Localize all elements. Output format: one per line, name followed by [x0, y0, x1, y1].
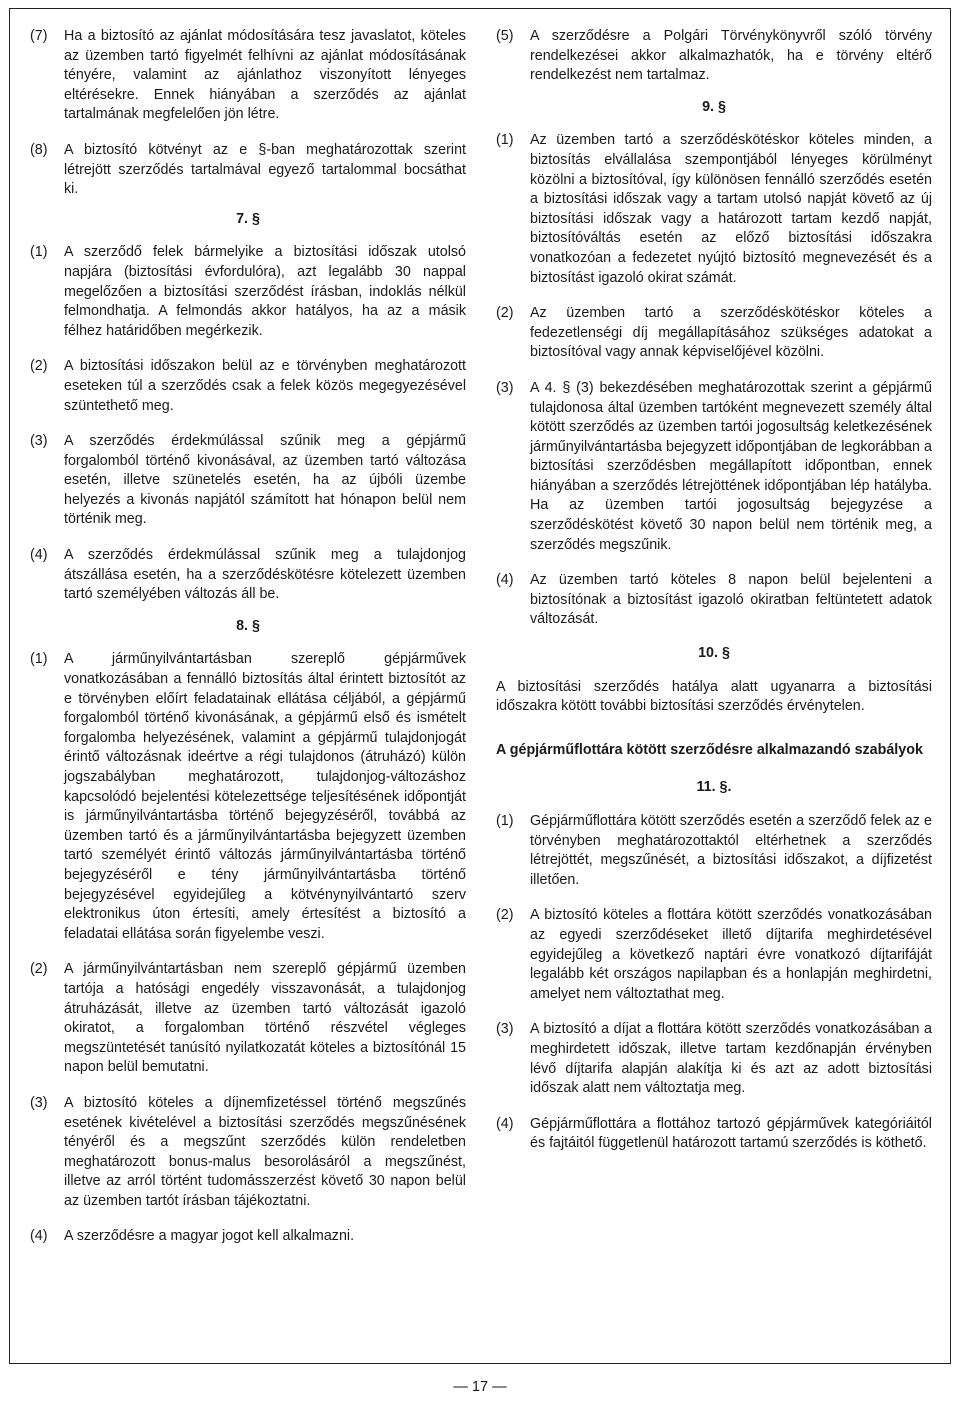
section-11-paragraph-2 — [496, 906, 932, 1004]
paragraph-text: Gépjárműflottára kötött szerződés esetén a szerződő felek az e törvényben meghatározottaktól eltérhetnek a szerződés létrejöttét, megszűnését, a biztosítási időszakot, a díjfizetést illetően. — [530, 813, 932, 888]
section-11-paragraph-1 — [496, 812, 932, 890]
paragraph-number: (3) — [496, 1021, 514, 1038]
paragraph-number: (2) — [30, 961, 48, 978]
section-8-paragraph-4 — [30, 1227, 466, 1247]
paragraph-text: A szerződő felek bármelyike a biztosítási időszak utolsó napjára (biztosítási évfordulóra), azt legalább 30 nappal megelőzően a biztosítási szerződést írásban, indoklás nélkül felmondhatja. A felmondás akkor hatályos, ha az a másik félhez határidőben megérkezik. — [64, 244, 466, 339]
section-heading-10: 10. § — [698, 645, 730, 662]
paragraph-text: A biztosító a díjat a flottára kötött szerződés vonatkozásában a meghirdetett időszak, illetve tartam kezdőnapján érvényben lévő díjtarifa alapján alakítja ki és azt az adott biztosítási időszak alatt nem változtatja meg. — [530, 1021, 932, 1097]
paragraph-number: (7) — [30, 28, 48, 44]
paragraph-text: Az üzemben tartó köteles 8 napon belül bejelenteni a biztosítónak a biztosítást igazoló okiratban feltüntetett adatok változását. — [530, 572, 932, 628]
paragraph-7-7 — [30, 27, 466, 125]
section-10-text: A biztosítási szerződés hatálya alatt ugyanarra a biztosítási időszakra kötött további biztosítási szerződés érvénytelen. — [496, 678, 932, 715]
paragraph-number: (1) — [496, 813, 514, 829]
page-number: — 17 — — [453, 1379, 507, 1395]
paragraph-number: (3) — [30, 1094, 48, 1111]
page-number-value: 17 — [471, 1379, 489, 1395]
section-11-paragraph-3 — [496, 1020, 932, 1098]
paragraph-text: Ha a biztosító az ajánlat módosítására tesz javaslatot, köteles az üzemben tartó figyelmét felhívni az ajánlat módosításának tényére, valamint az ajánlathoz viszonyított lényeges eltérésekre. Ennek hiányában a szerződés az ajánlat tartalmának megfelelően jön létre. — [64, 28, 466, 123]
paragraph-number: (1) — [30, 651, 48, 668]
subheading-fleet-rules: A gépjárműflottára kötött szerződésre alkalmazandó szabályok — [496, 741, 923, 758]
section-9-paragraph-3 — [496, 379, 932, 555]
section-7-paragraph-4 — [30, 546, 466, 605]
paragraph-text: A 4. § (3) bekezdésében meghatározottak szerint a gépjármű tulajdonosa által üzemben tartóként megnevezett személy által kötött szerződés az üzemben tartói jogosultság keletkezésének járműnyilvántartásba bejegyzett időpontjában de legkorábban a biztosítási szerződésben megállapított időpontban, ennek hiányában a szerződés létrejöttének időpontjában lép hatályba. Ha az üzemben tartói jogosultság bejegyzése a szerződéskötést követő 30 napon belül nem történik meg, a szerződés megszűnik. — [530, 379, 932, 553]
section-7-paragraph-1 — [30, 243, 466, 341]
paragraph-7-8 — [30, 141, 466, 200]
section-8-paragraph-2 — [30, 960, 466, 1078]
paragraph-text: Gépjárműflottára a flottához tartozó gépjárművek kategóriáitól és fajtáitól függetlenül határozott tartamú szerződés is köthető. — [530, 1115, 932, 1152]
section-heading-7: 7. § — [236, 210, 260, 227]
left-column — [30, 27, 466, 1263]
paragraph-text: A biztosító köteles a díjnemfizetéssel történő megszűnés esetének kivételével a biztosítási szerződés megszűnésének tényéről és a megszűnt szerződés külön rendeletben meghatározott bonus-malus besorolásáról a megszűnést, illetve az arról történt tudomásszerzést követő 30 napon belül az üzemben tartót írásban tájékoztatni. — [64, 1094, 466, 1209]
paragraph-number: (5) — [496, 28, 514, 44]
section-heading-11: 11. §. — [696, 779, 732, 796]
paragraph-number: (4) — [496, 572, 514, 589]
paragraph-number: (2) — [496, 907, 514, 924]
section-9-paragraph-2 — [496, 304, 932, 363]
paragraph-text: A járműnyilvántartásban szereplő gépjárművek vonatkozásában a fennálló biztosítás által érintett biztosítót az e törvényben előírt feladatainak ellátása céljából, a gépjármű forgalomból történő kivonásának, a gépjármű első és ismételt forgalomba helyezésének, valamint a gépjármű tulajdonjogát érintő változásnak ideértve a régi tulajdonos (átruházó) külön jogszabályban meghatározott, tulajdonjog-változáshoz kapcsolódó bejelentési kötelezettsége teljesítésének időpontját is járműnyilvántartásba történő bejegyzéséről, továbbá az üzemben tartó és a járműnyilvántartásba bejegyzett üzemben tartó személyét érintő változás járműnyilvántartásba történő bejegyzéséről e tény járműnyilvántartásba történő bejegyzésével egyidejűleg a kötvénynyilvántartó szerv elektronikus úton értesíti, amely értesítést a biztosító a feladatai ellátása során figyelembe veszi. — [64, 651, 466, 942]
paragraph-number: (1) — [30, 244, 48, 261]
page-frame — [9, 8, 951, 1364]
section-7-paragraph-2 — [30, 357, 466, 416]
section-9-paragraph-1 — [496, 131, 932, 288]
paragraph-text: A szerződésre a Polgári Törvénykönyvről szóló törvény rendelkezései akkor alkalmazhatók, ha e törvény eltérő rendelkezést nem tartalmaz. — [530, 28, 932, 84]
paragraph-number: (4) — [30, 547, 48, 564]
paragraph-text: A biztosítási időszakon belül az e törvényben meghatározott eseteken túl a szerződés csak a felek közös megegyezésével szüntethető meg. — [64, 358, 466, 414]
section-7-paragraph-3 — [30, 432, 466, 530]
paragraph-number: (2) — [30, 358, 48, 375]
paragraph-text: A szerződés érdekmúlással szűnik meg a gépjármű forgalomból történő kivonásával, az üzemben tartó változása esetén, illetve szünetelés esetén, ha az újbóli üzembe helyezés a kivonás napjától számított hat hónapon belül nem történik meg. — [64, 433, 466, 528]
paragraph-text: A szerződésre a magyar jogot kell alkalmazni. — [64, 1228, 355, 1245]
right-column — [496, 27, 932, 1170]
section-heading-9: 9. § — [702, 98, 726, 115]
section-9-paragraph-4 — [496, 571, 932, 630]
section-11-paragraph-4 — [496, 1115, 932, 1154]
paragraph-text: Az üzemben tartó a szerződéskötéskor köteles minden, a biztosítás elvállalása szempontjából lényeges körülményt közölni a biztosítóval, így különösen fennálló szerződés esetén a biztosítási időszak vagy a tartam utolsó napját követő az új biztosítási időszak vagy a határozott tartam kezdő napját, biztosítóváltás esetén az előző biztosítási időszakra vonatkozóan a fedezetet nyújtó biztosító megnevezését és a biztosítást igazoló okirat számát. — [530, 132, 932, 286]
section-8-paragraph-3 — [30, 1094, 466, 1212]
paragraph-text: A biztosító kötvényt az e §-ban meghatározottak szerint létrejött szerződés tartalmával egyező tartalommal bocsáthat ki. — [64, 141, 466, 198]
paragraph-number: (4) — [496, 1115, 514, 1132]
section-8-paragraph-1 — [30, 650, 466, 944]
paragraph-number: (3) — [496, 379, 514, 396]
paragraph-text: Az üzemben tartó a szerződéskötéskor köteles a fedezetlenségi díj megállapításához szükséges adatokat a biztosítóval vagy annak képviselőjével közölni. — [530, 305, 932, 361]
paragraph-number: (8) — [30, 141, 48, 158]
paragraph-text: A biztosító köteles a flottára kötött szerződés vonatkozásában az egyedi szerződéseket illető díjtarifa meghirdetésével egyidejűleg a következő naptári évre vonatkozó díjtarifáját legalább két országos napilapban és a honlapján meghirdetni, amelyet nem változtathat meg. — [530, 907, 932, 1002]
paragraph-number: (4) — [30, 1228, 48, 1245]
section-heading-8: 8. § — [236, 617, 260, 634]
paragraph-number: (3) — [30, 433, 48, 450]
paragraph-text: A járműnyilvántartásban nem szereplő gépjármű üzemben tartója a hatósági engedély visszavonását, a tulajdonjog átruházását, illetve az üzemben tartó változását igazoló okiratot, a forgalomban történő részvétel végleges megszüntetését tanúsító nyilatkozatát köteles a biztosítónál 15 napon belül bemutatni. — [64, 961, 466, 1076]
section-8-paragraph-5 — [496, 27, 932, 86]
paragraph-text: A szerződés érdekmúlással szűnik meg a tulajdonjog átszállása esetén, ha a szerződéskötésre kötelezett üzemben tartó személyében változás áll be. — [64, 547, 466, 603]
paragraph-number: (1) — [496, 132, 514, 149]
paragraph-number: (2) — [496, 305, 514, 322]
